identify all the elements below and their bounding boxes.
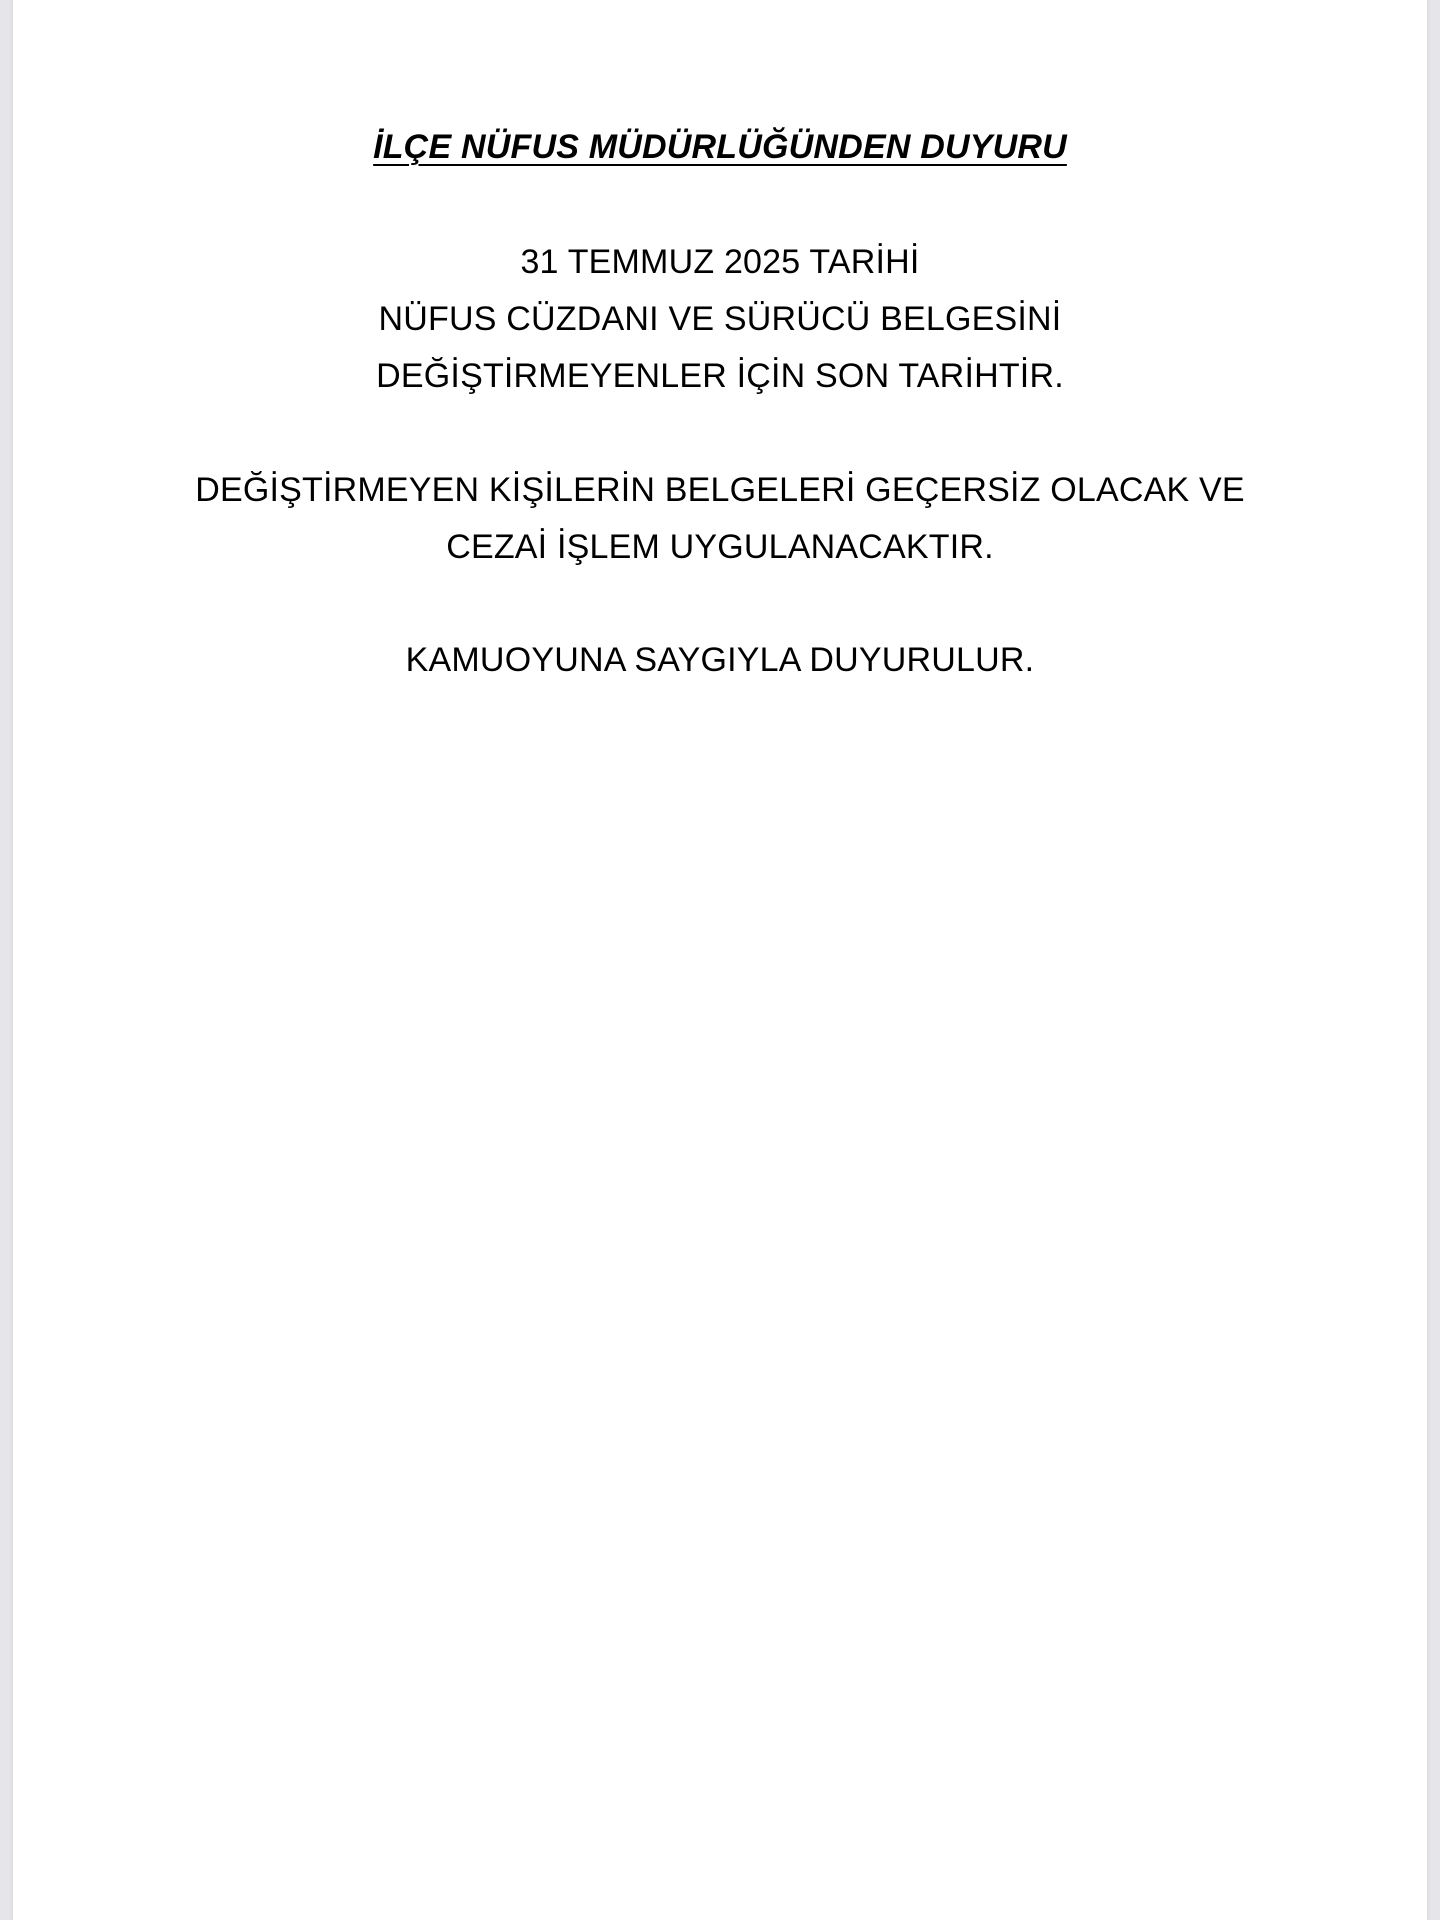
closing-paragraph xyxy=(13,632,1427,689)
deadline-date-line: 31 TEMMUZ 2025 TARİHİ xyxy=(520,243,920,281)
invalid-documents-line: DEĞİŞTİRMEYEN KİŞİLERİN BELGELERİ GEÇERSİZ OLACAK VE xyxy=(195,471,1245,509)
last-date-line: DEĞİŞTİRMEYENLER İÇİN SON TARİHTİR. xyxy=(376,357,1064,395)
documents-line: NÜFUS CÜZDANI VE SÜRÜCÜ BELGESİNİ xyxy=(378,300,1062,338)
announcement-title: İLÇE NÜFUS MÜDÜRLÜĞÜNDEN DUYURU xyxy=(373,128,1067,166)
penalty-paragraph xyxy=(13,462,1427,576)
closing-line: KAMUOYUNA SAYGIYLA DUYURULUR. xyxy=(405,641,1035,679)
deadline-paragraph xyxy=(13,234,1427,405)
document-page xyxy=(13,0,1427,1920)
penalty-line: CEZAİ İŞLEM UYGULANACAKTIR. xyxy=(446,528,994,566)
